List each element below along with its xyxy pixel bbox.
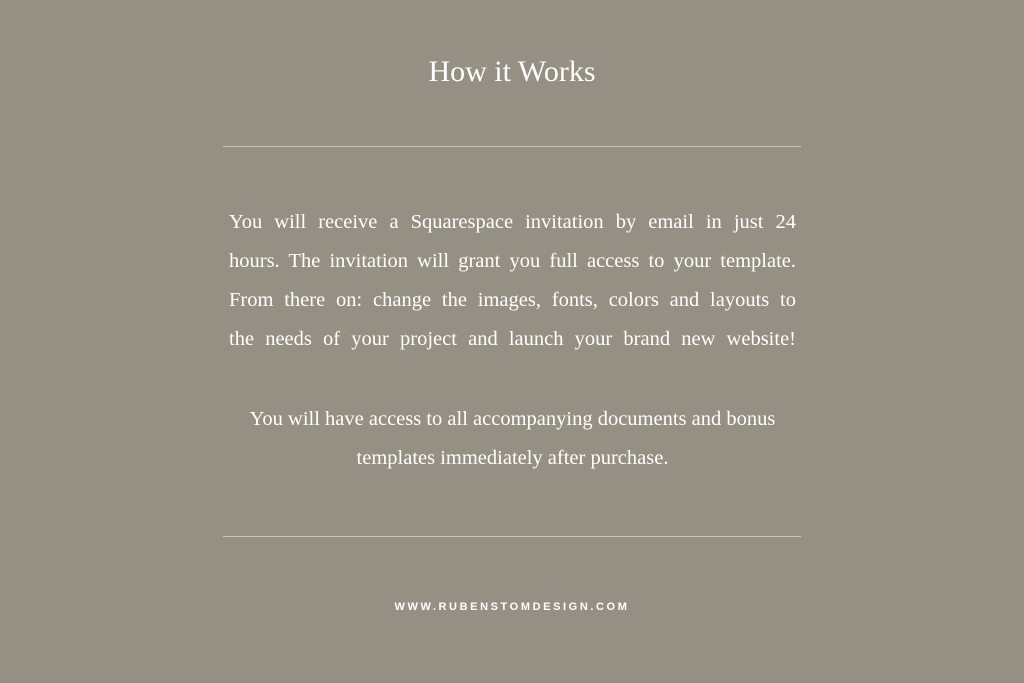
top-divider — [223, 146, 801, 147]
bottom-divider — [223, 536, 801, 537]
invitation-paragraph-line-1: You will receive a Squarespace invitation by email in just 24 — [229, 211, 796, 233]
page-title: How it Works — [428, 55, 596, 88]
invitation-paragraph-line-4: the needs of your project and launch your brand new website! — [229, 328, 796, 350]
website-footer: WWW.RUBENSTOMDESIGN.COM — [394, 601, 630, 613]
documents-paragraph: You will have access to all accompanying documents and bonus templates immediately after purchase. — [249, 408, 776, 469]
invitation-paragraph-line-2: hours. The invitation will grant you full access to your template. — [229, 250, 796, 272]
invitation-paragraph-line-3: From there on: change the images, fonts, colors and layouts to — [229, 289, 796, 311]
invitation-paragraph — [229, 203, 796, 359]
